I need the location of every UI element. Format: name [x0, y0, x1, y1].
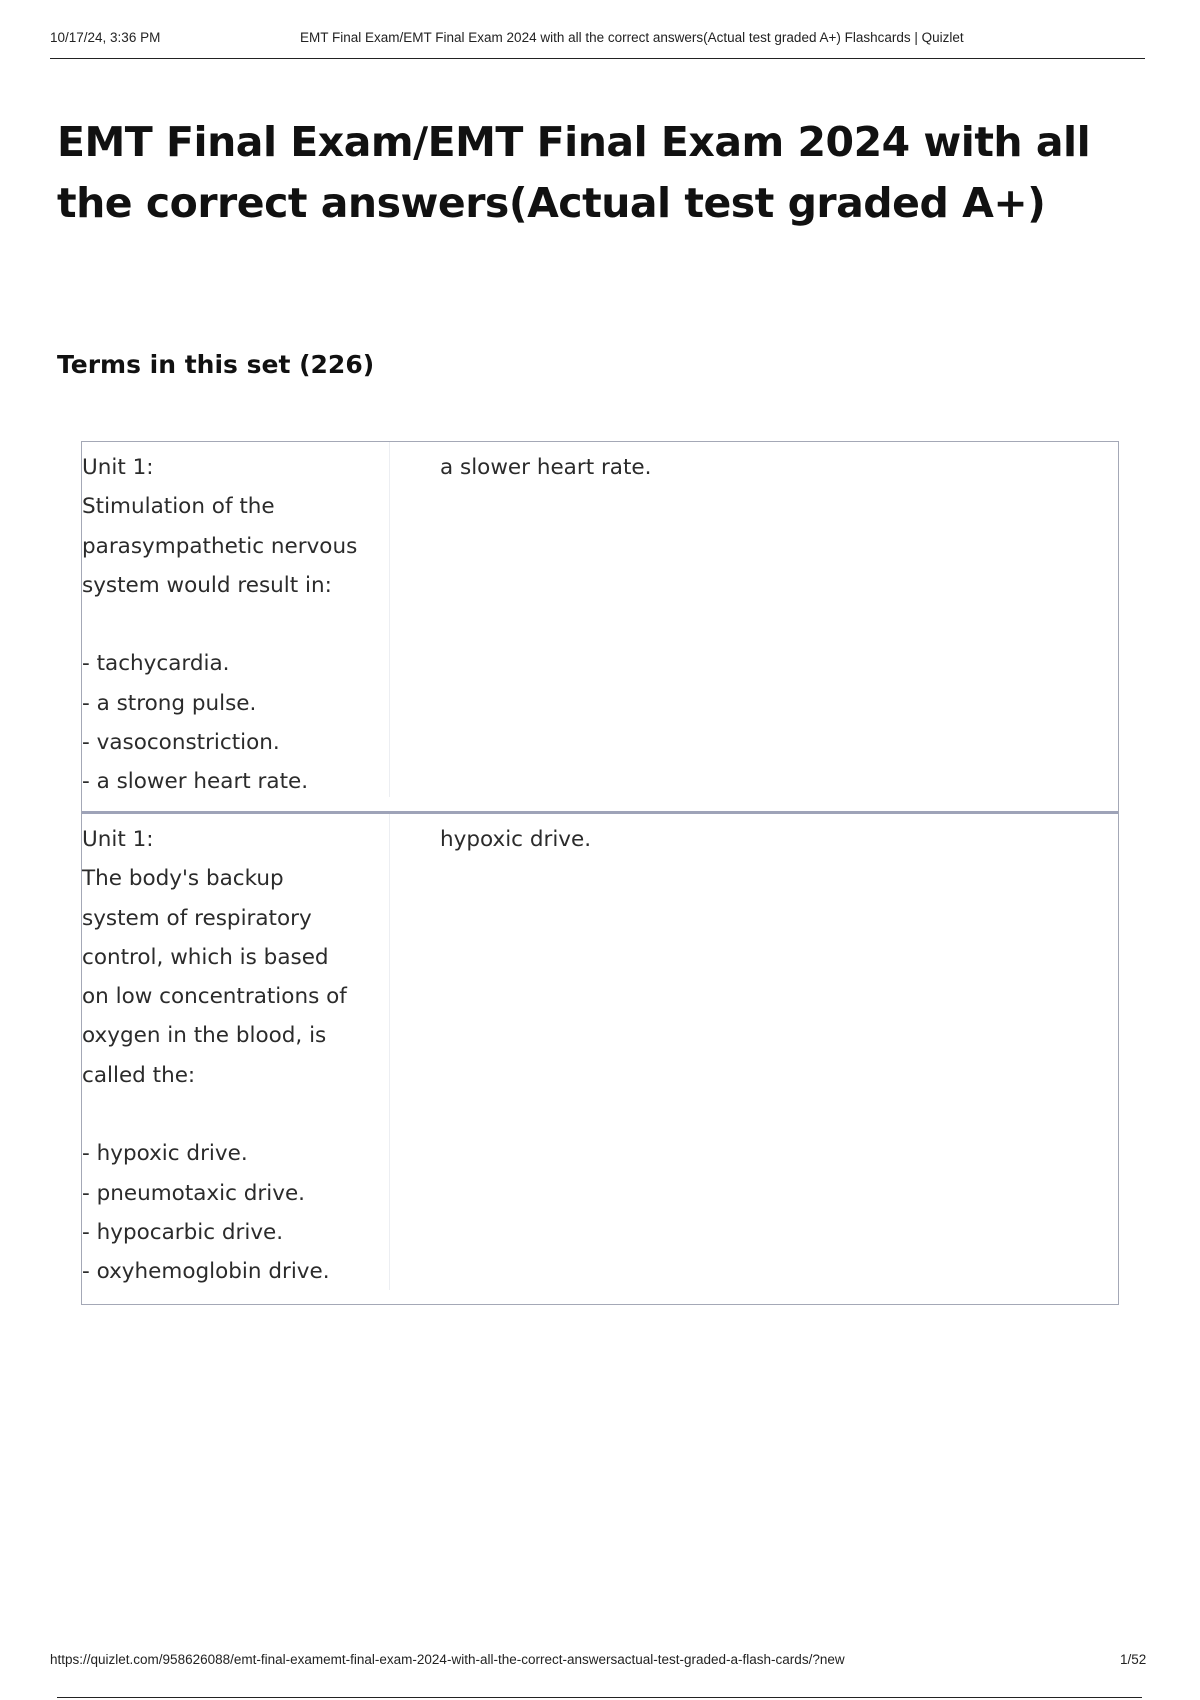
flashcard-row — [82, 442, 1118, 811]
terms-count-heading: Terms in this set (226) — [57, 350, 375, 379]
footer-divider — [57, 1697, 1142, 1698]
card-term: Unit 1: Stimulation of the parasympathetic nervous system would result in: - tachycardia. - a strong pulse. - vasoconstriction. - a slower heart rate. — [82, 442, 390, 797]
card-definition: hypoxic drive. — [440, 827, 592, 852]
card-definition: a slower heart rate. — [440, 455, 652, 480]
print-header — [50, 30, 1145, 59]
page-number: 1/52 — [1120, 1652, 1147, 1667]
set-title: EMT Final Exam/EMT Final Exam 2024 with all the correct answers(Actual test graded A+) — [57, 118, 1091, 227]
print-page-title: EMT Final Exam/EMT Final Exam 2024 with all the correct answers(Actual test graded A+) Flashcards | Quizlet — [300, 30, 964, 45]
flashcard-table — [81, 441, 1119, 1305]
print-date: 10/17/24, 3:36 PM — [50, 30, 161, 45]
page-url[interactable]: https://quizlet.com/958626088/emt-final-examemt-final-exam-2024-with-all-the-correct-answersactual-test-graded-a-flash-cards/?new — [50, 1652, 845, 1667]
flashcard-row — [82, 811, 1118, 1304]
card-term: Unit 1: The body's backup system of respiratory control, which is based on low concentrations of oxygen in the blood, is called the: - hypoxic drive. - pneumotaxic drive. - hypocarbic drive. - oxyhemoglobin drive. — [82, 814, 390, 1290]
